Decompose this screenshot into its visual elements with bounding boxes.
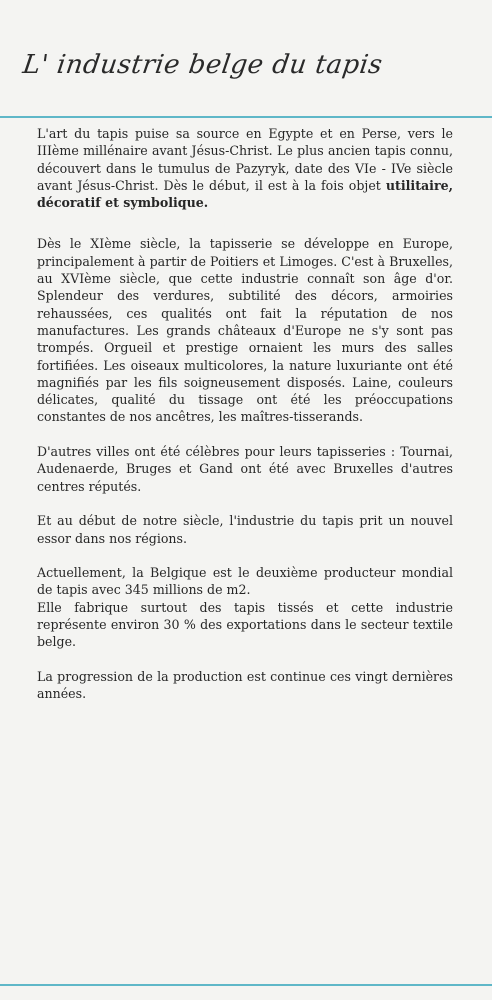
- paragraph-history: Dès le XIème siècle, la tapisserie se développe en Europe, principalement à partir de Poitiers et Limoges. C'est à Bruxelles, au XVIème siècle, que cette industrie connaît son âge d'or. Splendeur des verdures, subtilité des décors, armoiries rehaussées, ces qualités ont fait la réputation de nos manufactures. Les grands châteaux d'Europe ne s'y sont pas trompés. Orgueil et prestige ornaient les murs des salles fortifiées. Les oiseaux multicolores, la nature luxuriante ont été magnifiés par les fils soigneusement disposés. Laine, couleurs délicates, qualité du tissage ont été les préoccupations constantes de nos ancêtres, les maîtres-tisserands.: [37, 236, 453, 425]
- paragraph-origins: [37, 125, 453, 211]
- paragraph-current: [37, 564, 453, 650]
- paragraph-origins-text: L'art du tapis puise sa source en Egypte et en Perse, vers le IIIème millénaire avant Jésus-Christ. Le plus ancien tapis connu, découvert dans le tumulus de Pazyryk, date des VIe - IVe siècle avant Jésus-Christ. Dès le début, il est à la fois objet: [37, 126, 453, 193]
- paragraph-current-line1: Actuellement, la Belgique est le deuxième producteur mondial de tapis avec 345 millions de m2.: [37, 565, 453, 598]
- bottom-divider: [0, 984, 492, 986]
- paragraph-origins-emphasis: utilitaire, décoratif et symbolique.: [37, 177, 453, 211]
- paragraph-current-line2: Elle fabrique surtout des tapis tissés et cette industrie représente environ 30 % des exportations dans le secteur textile belge.: [37, 599, 453, 650]
- paragraph-cities: D'autres villes ont été célèbres pour leurs tapisseries : Tournai, Audenaerde, Bruges et Gand ont été avec Bruxelles d'autres centres réputés.: [37, 444, 453, 494]
- top-divider: [0, 116, 492, 118]
- title-area: [0, 46, 492, 96]
- paragraph-revival: Et au début de notre siècle, l'industrie du tapis prit un nouvel essor dans nos régions.: [37, 513, 453, 546]
- body-text: [37, 125, 453, 720]
- paragraph-progress: La progression de la production est continue ces vingt dernières années.: [37, 668, 453, 702]
- page-title: L' industrie belge du tapis: [20, 50, 385, 80]
